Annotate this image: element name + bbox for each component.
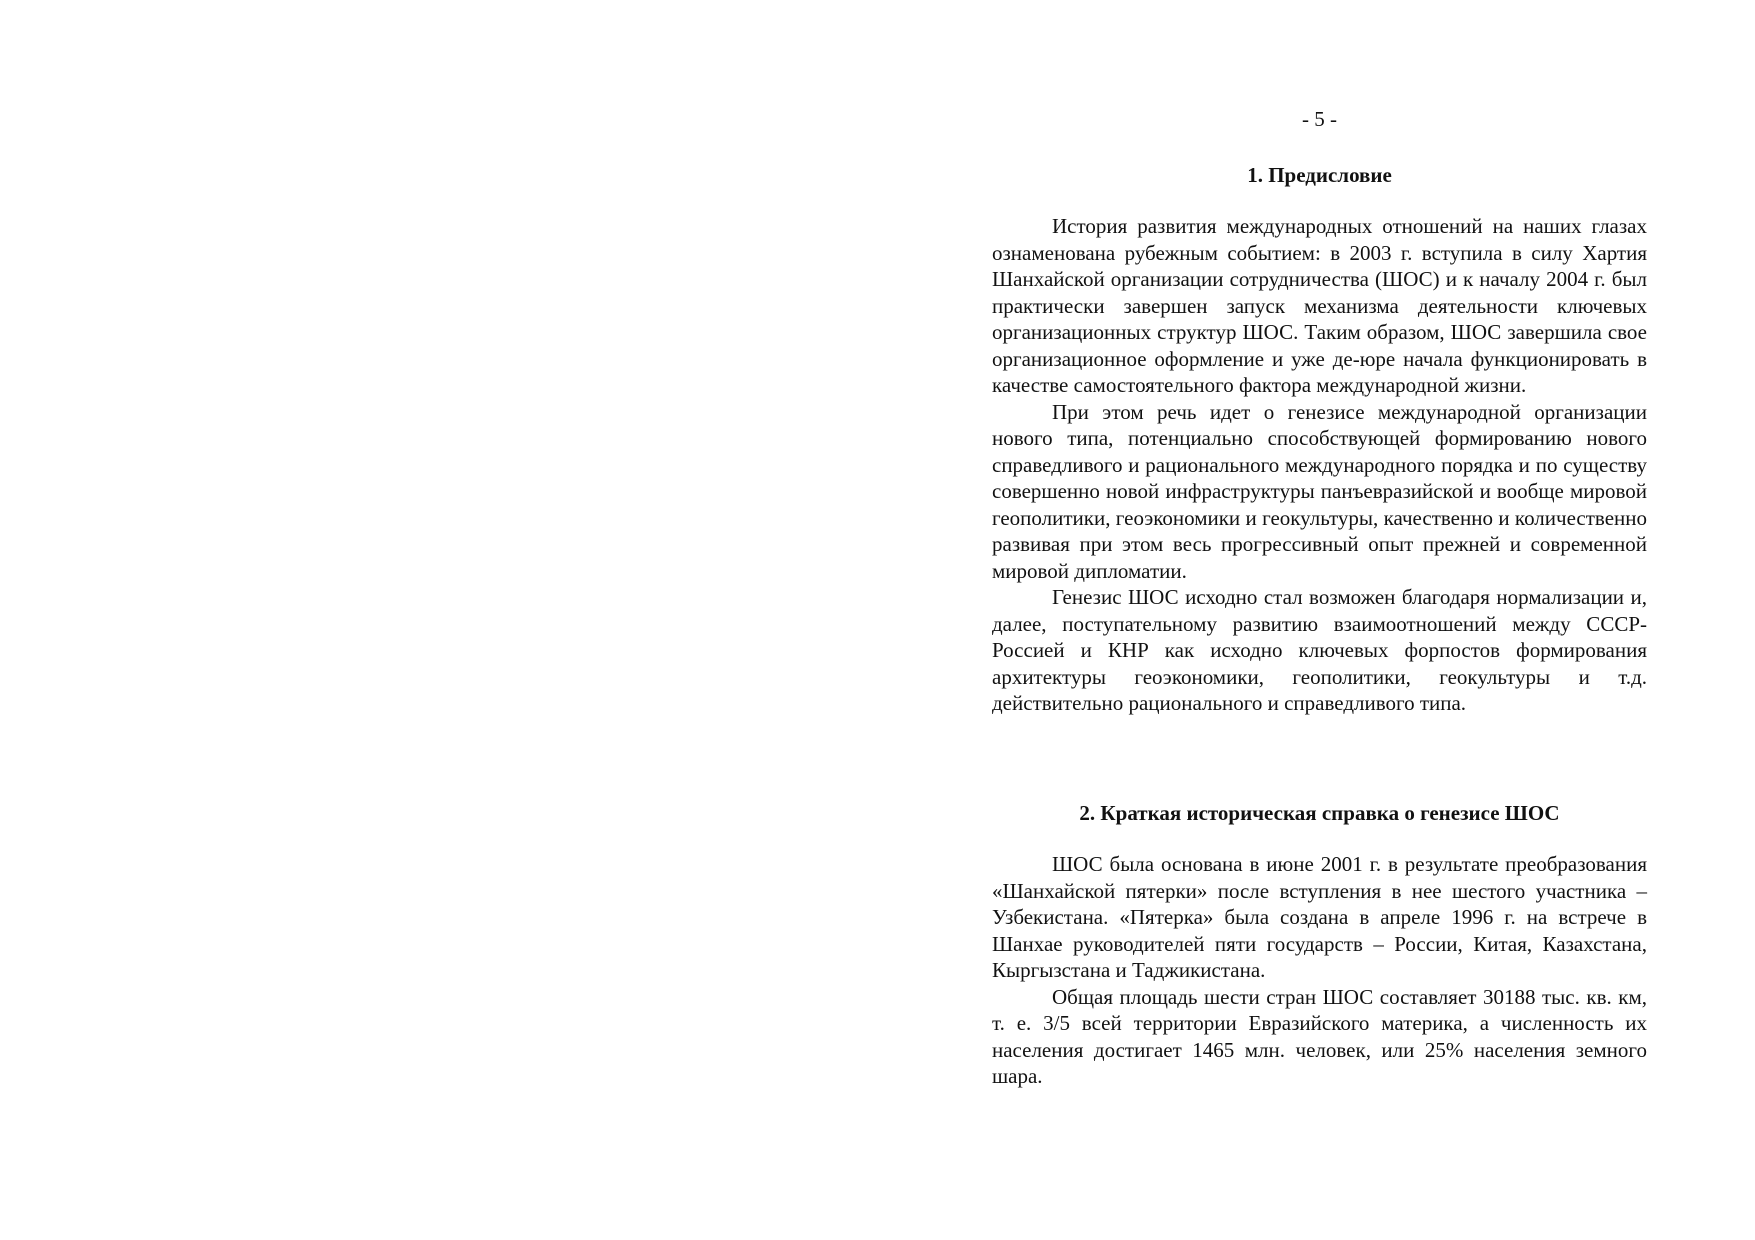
paragraph: История развития международных отношений на наших глазах ознаменована рубежным событием: в 2003 г. вступила в силу Хартия Шанхайской организации сотрудничества (ШОС) и к началу 2004 г. был практически завершен запуск механизма деятельности ключевых организационных структур ШОС. Таким образом, ШОС завершила свое организационное оформление и уже де-юре начала функционировать в качестве самостоятельного фактора международной жизни. <box>992 214 1647 397</box>
page-number: - 5 - <box>1302 107 1337 131</box>
section-body-history <box>992 851 1647 1090</box>
document-page <box>992 0 1647 1240</box>
section-heading-history: 2. Краткая историческая справка о генезисе ШОС <box>1079 801 1560 825</box>
paragraph: ШОС была основана в июне 2001 г. в результате преобразования «Шанхайской пятерки» после вступления в нее шестого участника – Узбекистана. «Пятерка» была создана в апреле 1996 г. на встрече в Шанхае руководителей пяти государств – России, Китая, Казахстана, Кыргызстана и Таджикистана. <box>992 852 1647 982</box>
paragraph: Генезис ШОС исходно стал возможен благодаря нормализации и, далее, поступательному развитию взаимоотношений между СССР-Россией и КНР как исходно ключевых форпостов формирования архитектуры геоэкономики, геополитики, геокультуры и т.д. действительно рационального и справедливого типа. <box>992 585 1647 715</box>
blank-left-page <box>0 0 877 1240</box>
paragraph: Общая площадь шести стран ШОС составляет 30188 тыс. кв. км, т. е. 3/5 всей территории Евразийского материка, а численность их населения достигает 1465 млн. человек, или 25% населения земного шара. <box>992 984 1647 1088</box>
section-body-preface <box>992 213 1647 717</box>
section-heading-preface: 1. Предисловие <box>1247 163 1392 187</box>
paragraph: При этом речь идет о генезисе международной организации нового типа, потенциально способствующей формированию нового справедливого и рационального международного порядка и по существу совершенно новой инфраструктуры панъевразийской и вообще мировой геополитики, геоэкономики и геокультуры, качественно и количественно развивая при этом весь прогрессивный опыт прежней и современной мировой дипломатии. <box>992 399 1647 583</box>
